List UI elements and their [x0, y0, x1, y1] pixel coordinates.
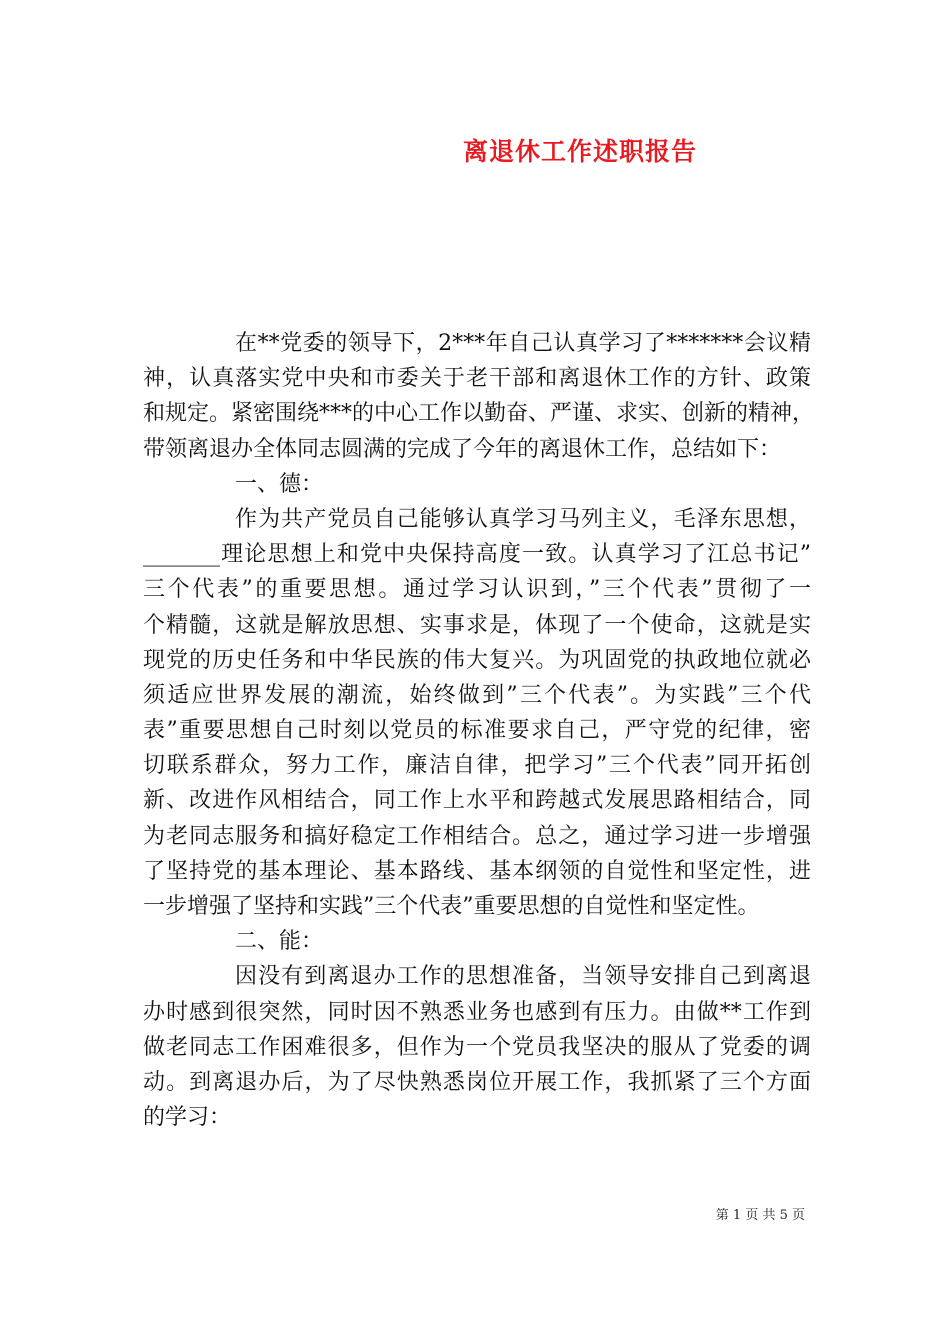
document-body	[143, 326, 815, 1135]
body-line: 了坚持党的基本理论、基本路线、基本纲领的自觉性和坚定性，进	[143, 858, 811, 884]
body-line: 作为共产党员自己能够认真学习马列主义，毛泽东思想，	[235, 506, 811, 532]
body-line: _______理论思想上和党中央保持高度一致。认真学习了江总书记”	[143, 542, 811, 568]
page-number: 第 1 页 共 5 页	[715, 1208, 805, 1223]
document-title: 离退休工作述职报告	[462, 137, 697, 166]
body-line: 动。到离退办后，为了尽快熟悉岗位开展工作，我抓紧了三个方面	[143, 1069, 811, 1095]
body-line: 切联系群众，努力工作，廉洁自律，把学习”三个代表”同开拓创	[143, 753, 811, 779]
body-line: 神，认真落实党中央和市委关于老干部和离退休工作的方针、政策	[143, 366, 811, 392]
body-line: 办时感到很突然，同时因不熟悉业务也感到有压力。由做**工作到	[143, 999, 811, 1025]
body-line: 现党的历史任务和中华民族的伟大复兴。为巩固党的执政地位就必	[143, 647, 811, 673]
body-line: 一步增强了坚持和实践”三个代表”重要思想的自觉性和坚定性。	[143, 894, 760, 919]
body-line: 表”重要思想自己时刻以党员的标准要求自己，严守党的纪律，密	[143, 718, 811, 744]
body-line: 三个代表”的重要思想。通过学习认识到，”三个代表”贯彻了一	[143, 577, 811, 603]
body-line: 个精髓，这就是解放思想、实事求是，体现了一个使命，这就是实	[143, 612, 811, 638]
section-heading-neng: 二、能：	[235, 929, 324, 955]
body-line: 为老同志服务和搞好稳定工作相结合。总之，通过学习进一步增强	[143, 823, 811, 849]
section-heading-de: 一、德：	[235, 471, 324, 497]
body-line: 的学习：	[143, 1105, 232, 1131]
body-line: 因没有到离退办工作的思想准备，当领导安排自己到离退	[235, 964, 811, 990]
body-line: 带领离退办全体同志圆满的完成了今年的离退休工作，总结如下：	[143, 436, 782, 462]
body-line: 和规定。紧密围绕***的中心工作以勤奋、严谨、求实、创新的精神，	[143, 401, 815, 427]
body-line: 须适应世界发展的潮流，始终做到”三个代表”。为实践”三个代	[143, 682, 811, 708]
body-line: 在**党委的领导下，2***年自己认真学习了*******会议精	[235, 331, 811, 356]
body-line: 新、改进作风相结合，同工作上水平和跨越式发展思路相结合，同	[143, 788, 811, 814]
body-line: 做老同志工作困难很多，但作为一个党员我坚决的服从了党委的调	[143, 1034, 811, 1060]
